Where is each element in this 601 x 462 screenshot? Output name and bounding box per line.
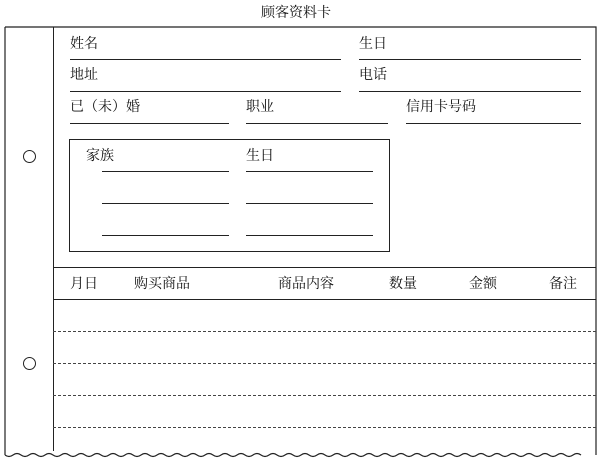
marital-status-label: 已（未）婚 [70, 99, 140, 115]
table-top-border [53, 267, 596, 268]
family-label: 家族 [86, 148, 114, 164]
header-date: 月日 [70, 276, 98, 292]
header-amount: 金额 [469, 276, 497, 292]
occupation-field-line[interactable] [246, 123, 388, 124]
table-header-divider [53, 299, 596, 300]
birthday-label: 生日 [359, 36, 387, 52]
family-birthday-line-2[interactable] [246, 203, 373, 204]
occupation-label: 职业 [246, 99, 274, 115]
phone-label: 电话 [359, 67, 387, 83]
name-label: 姓名 [70, 36, 98, 52]
table-row-line[interactable] [53, 331, 596, 332]
punch-hole-bottom [23, 357, 36, 370]
card-title: 顾客资料卡 [261, 5, 331, 21]
family-birthday-label: 生日 [246, 148, 274, 164]
punch-hole-top [23, 150, 36, 163]
marital-status-field-line[interactable] [70, 123, 229, 124]
family-name-line-3[interactable] [102, 235, 229, 236]
header-item-details: 商品内容 [278, 276, 334, 292]
birthday-field-line[interactable] [359, 59, 581, 60]
credit-card-label: 信用卡号码 [406, 99, 476, 115]
address-label: 地址 [70, 67, 98, 83]
name-field-line[interactable] [70, 59, 341, 60]
binding-margin-line [53, 27, 54, 451]
credit-card-field-line[interactable] [406, 123, 581, 124]
table-row-line[interactable] [53, 427, 596, 428]
header-purchased-item: 购买商品 [134, 276, 190, 292]
table-row-line[interactable] [53, 395, 596, 396]
family-name-line-2[interactable] [102, 203, 229, 204]
address-field-line[interactable] [70, 91, 341, 92]
header-quantity: 数量 [389, 276, 417, 292]
family-birthday-line-1[interactable] [246, 171, 373, 172]
family-birthday-line-3[interactable] [246, 235, 373, 236]
phone-field-line[interactable] [359, 91, 581, 92]
header-remarks: 备注 [549, 276, 577, 292]
table-row-line[interactable] [53, 363, 596, 364]
family-name-line-1[interactable] [102, 171, 229, 172]
